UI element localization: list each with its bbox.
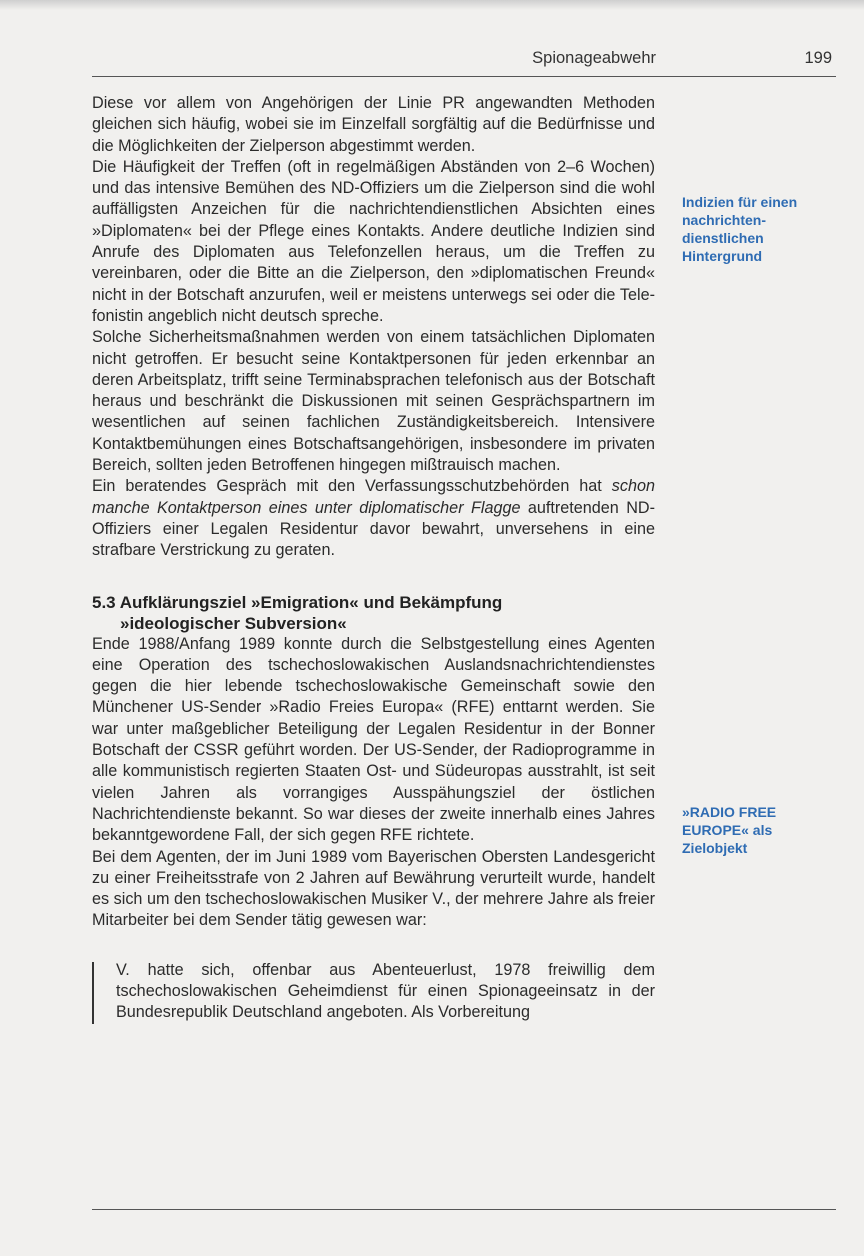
paragraph-agent: Bei dem Agenten, der im Juni 1989 vom Bayerischen Obersten Landesgericht zu einer Freiheitsstrafe von 2 Jahren auf Bewährung verurteilt wurde, handelt es sich um den tschechoslowakischen Musiker V., der mehrere Jahre als freier Mitarbeiter bei dem Sender tätig gewesen war:	[92, 847, 655, 930]
advice-text-2-italic: schon manche Kontaktperson eines unter diplomatischer Flagge	[92, 477, 655, 517]
advice-text-3: auftretenden ND-Offiziers einer Legalen Residentur davor bewahrt, unversehens in eine strafbare Verstrickung zu geraten.	[92, 498, 655, 560]
section-heading-line-2: »ideologischer Subversion«	[120, 613, 347, 633]
paragraph-rfe-operation: Ende 1988/Anfang 1989 konnte durch die Selbstgestellung eines Agenten eine Operation des tschechoslowakischen Auslandsnachrichtendienstes gegen die hier lebende tschechoslowakische Gemeinschaft sowie den Münchener US-Sender »Radio Freies Europa« (RFE) enttarnt werden. Sie war unter maßgeblicher Beteiligung der Legalen Residentur in der Bonner Botschaft der CSSR geführt worden. Der US-Sender, der Radioprogramme in alle kommunistisch regierten Staaten Ost- und Südeuropas ausstrahlt, ist seit vielen Jahren als vorrangiges Ausspähungsziel der östlichen Nachrichtendienste bekannt. So war dieses der zweite innerhalb eines Jahres bekanntgewordene Fall, der sich gegen RFE richtete.	[92, 634, 655, 845]
case-quote	[92, 960, 655, 1024]
paragraph-methods: Diese vor allem von Angehörigen der Linie PR angewandten Methoden gleichen sich häufig, wobei sie im Einzelfall sorgfältig auf die Bedürfnisse und die Möglichkeiten der Zielperson abgestimmt werden.	[92, 94, 655, 155]
section-heading	[92, 592, 655, 634]
header-rule	[92, 76, 836, 77]
paragraph-security-measures: Solche Sicherheitsmaßnahmen werden von einem tatsächlichen Diplomaten nicht getroffen. Er besucht seine Kontaktpersonen für jeden erkennbar an deren Arbeitsplatz, trifft seine Terminabsprachen telefonisch aus der Botschaft heraus und beschränkt die Diskussionen mit seinen Gesprächspartnern im wesentlichen auf seinen fachlichen Zuständigkeitsbereich. Intensivere Kontaktbemühungen eines Botschaftsangehörigen, insbesondere im privaten Bereich, sollten jeden Betroffenen hingegen mißtrauisch machen.	[92, 328, 655, 475]
advice-text-1: Ein beratendes Gespräch mit den Verfassungsschutzbehörden hat	[92, 477, 602, 496]
body-text	[92, 93, 655, 1024]
margin-note-indicators: Indizien für einen nachrichtendienstlichen Hintergrund	[682, 194, 798, 264]
footer-rule	[92, 1209, 836, 1210]
paragraph-indicators: Die Häufigkeit der Treffen (oft in regelmäßigen Abständen von 2–6 Wochen) und das intensive Bemühen des ND-Offiziers um die Zielperson sind die wohl auffälligsten Anzeichen für die nachrichtendienstlichen Absichten eines »Diplomaten« bei der Pflege eines Kontakts. Andere deutliche Indizien sind Anrufe des Diplomaten aus Telefonzellen heraus, um die Treffen zu vereinbaren, oder die Bitte an die Zielperson, den »diplomatischen Freund« nicht in der Botschaft anzurufen, weil er meistens unterwegs sei oder die Telefonistin angeblich nicht deutsch spreche.	[92, 157, 655, 325]
running-title: Spionageabwehr	[532, 49, 656, 67]
quote-text: V. hatte sich, offenbar aus Abenteuerlust, 1978 freiwillig dem tschechoslowakischen Geheimdienst für einen Spionageeinsatz in der Bundesrepublik Deutschland angeboten. Als Vorbereitung	[116, 960, 655, 1022]
margin-note-rfe: »RADIO FREE EUROPE« als Zielobjekt	[682, 804, 777, 856]
scan-edge-shadow	[0, 0, 864, 10]
running-head	[92, 44, 836, 72]
page-number: 199	[804, 49, 832, 67]
paragraph-advice	[92, 476, 655, 561]
section-heading-line-1: 5.3 Aufklärungsziel »Emigration« und Bekämpfung	[92, 592, 503, 612]
quote-bar	[92, 962, 94, 1024]
